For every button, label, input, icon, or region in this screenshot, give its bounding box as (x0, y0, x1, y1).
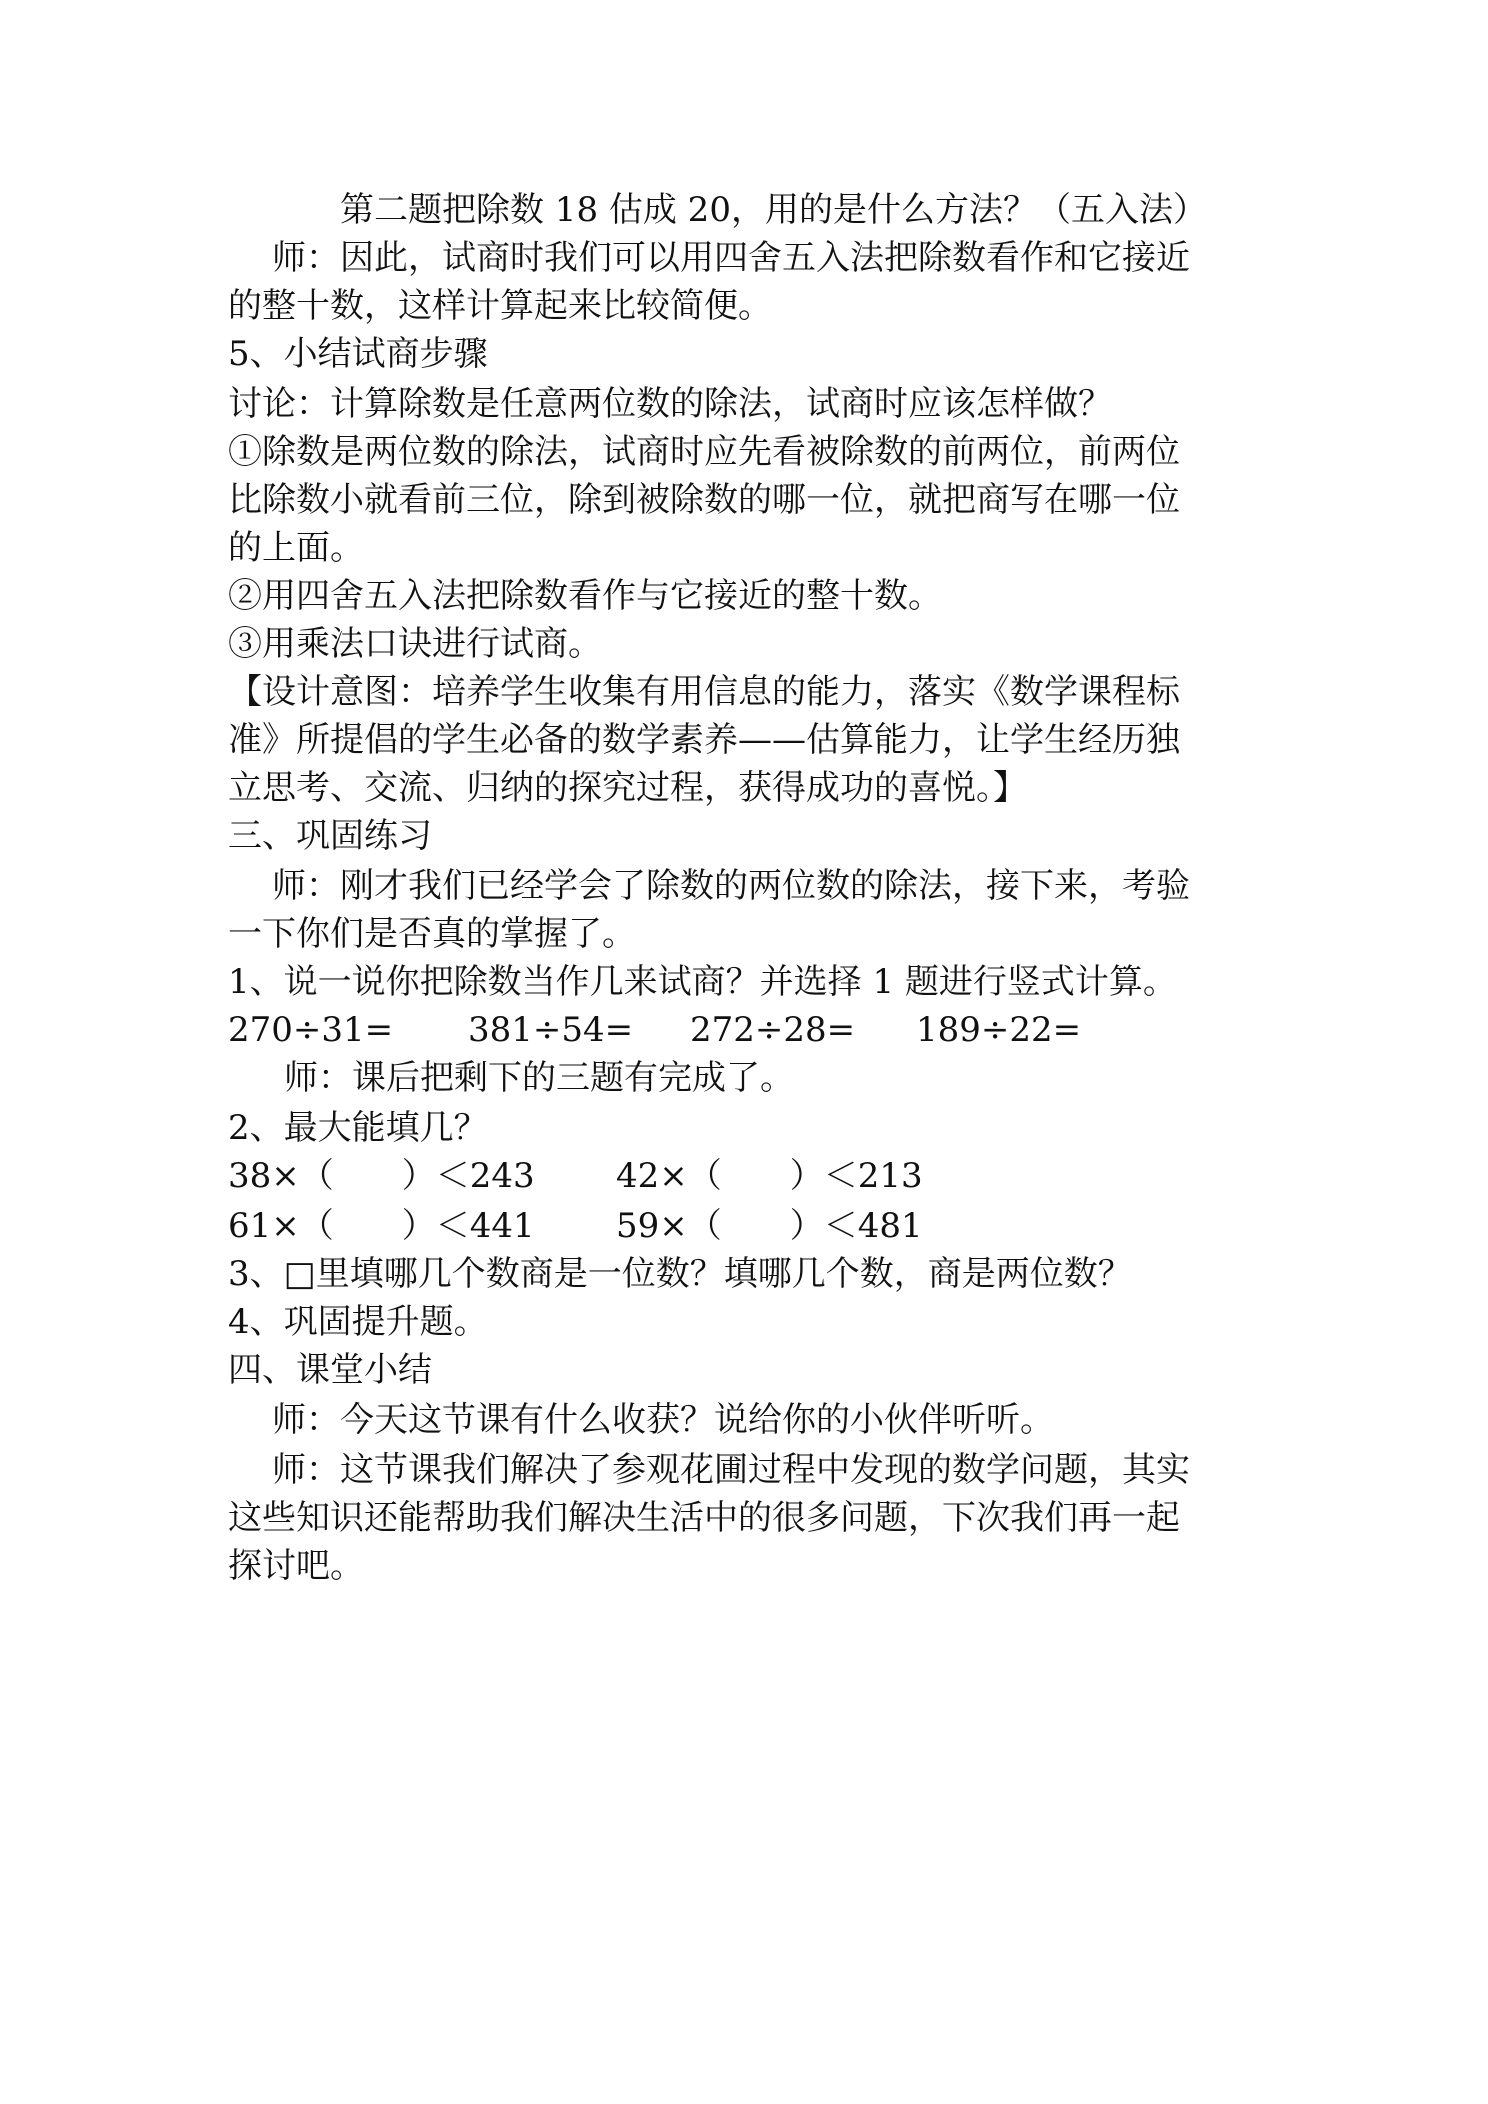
text-line: 一下你们是否真的掌握了。 (228, 914, 636, 954)
text-line: 师：这节课我们解决了参观花圃过程中发现的数学问题，其实 (272, 1450, 1190, 1490)
text-line: 讨论：计算除数是任意两位数的除法，试商时应该怎样做？ (228, 384, 1112, 424)
text-line: ②用四舍五入法把除数看作与它接近的整十数。 (228, 576, 942, 616)
text-line: 这些知识还能帮助我们解决生活中的很多问题，下次我们再一起 (228, 1498, 1180, 1538)
text-line: 师：今天这节课有什么收获？说给你的小伙伴听听。 (272, 1400, 1054, 1440)
design-intent-line: 【设计意图：培养学生收集有用信息的能力，落实《数学课程标 (228, 672, 1180, 712)
text-line: 师：课后把剩下的三题有完成了。 (284, 1058, 794, 1098)
text-line: 探讨吧。 (228, 1546, 364, 1586)
text-line: 的上面。 (228, 528, 364, 568)
division-exercise: 270÷31= (228, 1010, 394, 1050)
fill-exercise: 61×（ ）＜441 (228, 1206, 535, 1246)
division-exercise: 189÷22= (916, 1010, 1082, 1050)
text-line: ①除数是两位数的除法，试商时应先看被除数的前两位，前两位 (228, 432, 1180, 472)
exercise-prompt: 4、巩固提升题。 (228, 1302, 488, 1342)
division-exercise: 381÷54= (468, 1010, 634, 1050)
text-line: 第二题把除数 18 估成 20，用的是什么方法？（五入法） (340, 190, 1207, 230)
fill-exercise: 42×（ ）＜213 (616, 1156, 923, 1196)
design-intent-line: 准》所提倡的学生必备的数学素养——估算能力，让学生经历独 (228, 720, 1180, 760)
design-intent-line: 立思考、交流、归纳的探究过程，获得成功的喜悦。】 (228, 768, 1027, 808)
exercise-prompt: 2、最大能填几？ (228, 1108, 488, 1148)
division-exercise: 272÷28= (690, 1010, 856, 1050)
text-line: 的整十数，这样计算起来比较简便。 (228, 286, 772, 326)
text-line: 比除数小就看前三位，除到被除数的哪一位，就把商写在哪一位 (228, 480, 1180, 520)
text-line: ③用乘法口诀进行试商。 (228, 624, 602, 664)
section-heading: 5、小结试商步骤 (228, 334, 488, 374)
fill-exercise: 59×（ ）＜481 (616, 1206, 923, 1246)
text-line: 师：因此，试商时我们可以用四舍五入法把除数看作和它接近 (272, 238, 1190, 278)
section-heading: 三、巩固练习 (228, 816, 432, 856)
fill-exercise: 38×（ ）＜243 (228, 1156, 535, 1196)
text-line: 师：刚才我们已经学会了除数的两位数的除法，接下来，考验 (272, 866, 1190, 906)
exercise-prompt: 1、说一说你把除数当作几来试商？并选择 1 题进行竖式计算。 (228, 962, 1177, 1002)
section-heading: 四、课堂小结 (228, 1350, 432, 1390)
exercise-prompt: 3、□里填哪几个数商是一位数？填哪几个数，商是两位数？ (228, 1254, 1132, 1294)
